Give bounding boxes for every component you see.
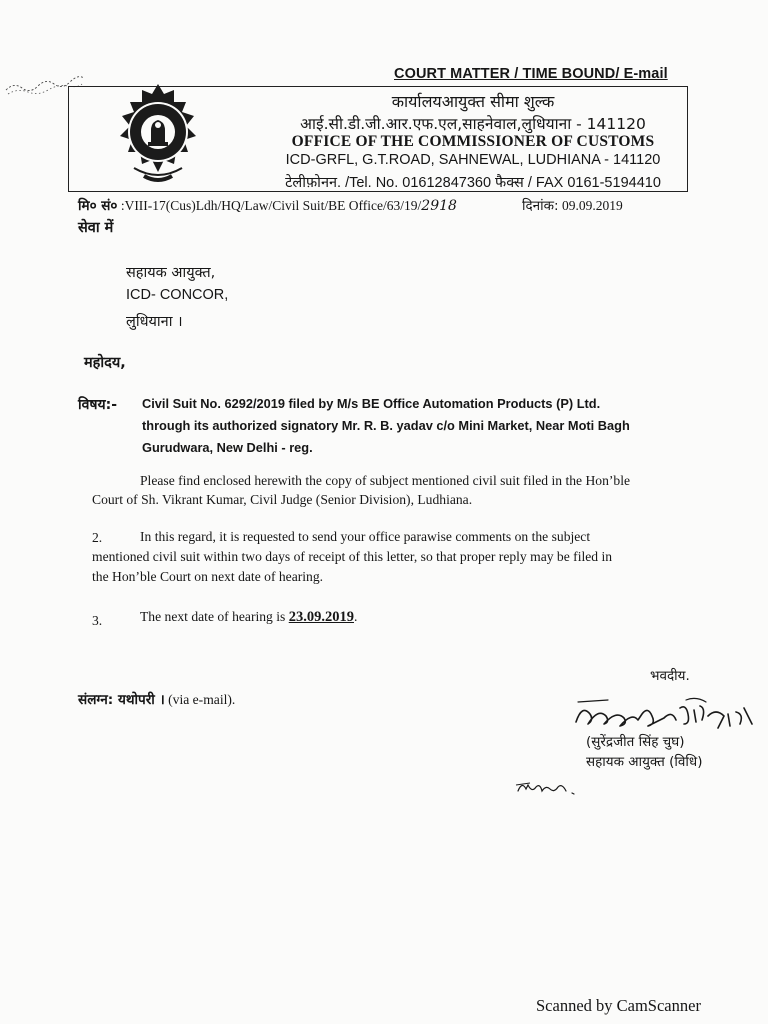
paragraph-1-line-1: Please find enclosed herewith the copy of subject mentioned civil suit filed in the Hon’ble: [140, 473, 630, 488]
customs-emblem-icon: [104, 80, 212, 188]
office-address-english: ICD-GRFL, G.T.ROAD, SAHNEWAL, LUDHIANA - 141120: [285, 152, 661, 168]
to-label: सेवा में: [78, 220, 114, 236]
reference-number-line: [78, 196, 457, 214]
signer-name: (सुरेंद्रजीत सिंह चुघ): [586, 734, 685, 750]
paragraph-3-number: 3.: [92, 613, 103, 628]
paragraph-2-line-1: In this regard, it is requested to send your office parawise comments on the subject: [140, 529, 591, 544]
reference-number: :VIII-17(Cus)Ldh/HQ/Law/Civil Suit/BE Office/63/19/: [117, 198, 422, 213]
paragraph-3-text: The next date of hearing is: [140, 609, 289, 624]
subject-label: विषय:-: [78, 397, 118, 413]
paragraph-3-end: .: [353, 609, 358, 624]
paragraph-2-line-3: the Hon’ble Court on next date of hearing.: [92, 569, 324, 584]
handwritten-signature: [568, 694, 758, 736]
subject-line-3: Gurudwara, New Delhi - reg.: [142, 440, 313, 455]
addressee-line-1: सहायक आयुक्त,: [126, 265, 216, 281]
handwritten-annotation: [514, 777, 584, 799]
date-label: दिनांक:: [522, 198, 559, 214]
subject-line-2: through its authorized signatory Mr. R. B. yadav c/o Mini Market, Near Moti Bagh: [142, 418, 630, 433]
letter-date: 09.09.2019: [558, 198, 623, 213]
reference-handwritten-number: 2918: [421, 198, 457, 214]
reference-label: मि० सं०: [78, 198, 118, 214]
paragraph-1-line-2: Court of Sh. Vikrant Kumar, Civil Judge (Senior Division), Ludhiana.: [92, 492, 473, 507]
enclosure-line: [78, 689, 235, 708]
paragraph-3: [140, 609, 357, 626]
addressee-line-3: लुधियाना ।: [126, 314, 183, 330]
court-matter-heading: COURT MATTER / TIME BOUND/ E-mail: [394, 66, 668, 82]
paragraph-2-number: 2.: [92, 530, 103, 545]
office-telephone-fax: टेलीफ़ोनन. /Tel. No. 01612847360 फैक्स / FAX 0161-5194410: [285, 175, 661, 191]
office-address-hindi: आई.सी.डी.जी.आर.एफ.एल,साहनेवाल,लुधियाना - 141120: [300, 115, 646, 133]
scanner-watermark: Scanned by CamScanner: [536, 996, 701, 1015]
signer-designation: सहायक आयुक्त (विधि): [586, 754, 703, 770]
subject-line-1: Civil Suit No. 6292/2019 filed by M/s BE Office Automation Products (P) Ltd.: [142, 396, 601, 411]
office-name-hindi: कार्यालयआयुक्त सीमा शुल्क: [391, 92, 555, 111]
enclosure-note: (via e-mail).: [164, 692, 236, 707]
salutation: महोदय,: [84, 355, 126, 371]
enclosure-label: संलग्न: यथोपरी ।: [78, 692, 165, 708]
hearing-date: 23.09.2019: [288, 609, 354, 625]
letter-date-line: [522, 196, 623, 214]
addressee-line-2: ICD- CONCOR,: [126, 287, 229, 303]
paragraph-2-line-2: mentioned civil suit within two days of receipt of this letter, so that proper reply may be filed in: [92, 549, 613, 564]
yours-faithfully: भवदीय.: [650, 668, 690, 684]
office-name-english: OFFICE OF THE COMMISSIONER OF CUSTOMS: [291, 133, 655, 150]
